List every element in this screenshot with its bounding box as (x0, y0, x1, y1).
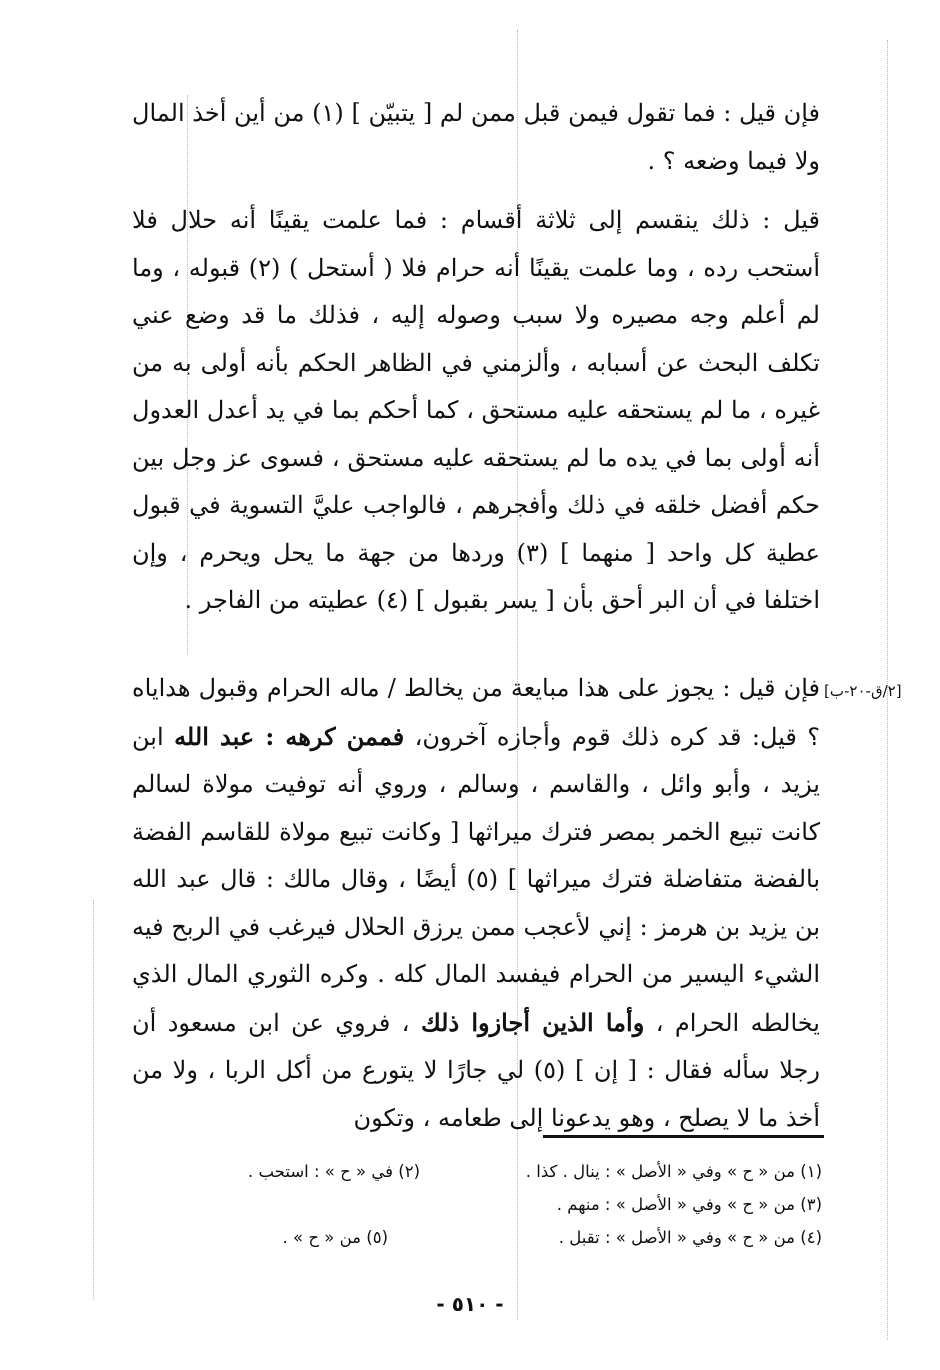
paragraph-question-2 (132, 665, 820, 1142)
paragraph-text: قيل : ذلك ينقسم إلى ثلاثة أقسام : فما علمت يقينًا أنه حلال فلا أستحب رده ، وما علمت يقينًا أنه حرام فلا ( أستحل ) (٢) قبوله ، وما لم أعلم وجه مصيره ولا سبب وصوله إليه ، فذلك ما قد وضع عني تكلف البحث عن أسبابه ، وألزمني في الظاهر الحكم بأنه أولى به من غيره ، ما لم يستحقه عليه مستحق ، كما أحكم بما في يد أعدل العدول أنه أولى بما في يده ما لم يستحقه عليه مستحق ، فسوى عز وجل بين حكم أفضل خلقه في ذلك وأفجرهم ، فالواجب عليَّ التسوية في قبول عطية كل واحد [ منهما ] (٣) وردها من جهة ما يحل ويحرم ، وإن اختلفا في أن البر أحق بأن [ يسر بقبول ] (٤) عطيته من الفاجر . (132, 206, 820, 614)
paragraph-text-segment: ابن يزيد ، وأبو وائل ، والقاسم ، وسالم ، وروي أنه توفيت مولاة لسالم كانت تبيع الخمر بمصر فترك ميراثها [ وكانت تبيع مولاة للقاسم الفضة بالفضة متفاضلة فترك ميراثها ] (٥) أيضًا ، وقال مالك : قال عبد الله بن يزيد بن هرمز : إني لأعجب ممن يرزق الحلال فيرغب في الربح فيه الشيء اليسير من الحرام فيفسد المال كله . وكره الثوري المال الذي يخالطه الحرام ، (132, 722, 820, 1037)
bold-phrase: وأما الذين أجازوا ذلك (420, 1007, 645, 1037)
paragraph-question-1 (132, 90, 820, 185)
footnote-2: (٢) في « ح » : استحب . (248, 1162, 420, 1181)
footnote-5: (٥) من « ح » . (282, 1228, 388, 1247)
bold-phrase: فممن كرهه : عبد الله (174, 721, 405, 751)
footnote-divider (543, 1135, 824, 1138)
page-number: - ٥١٠ - (436, 1292, 504, 1316)
paragraph-text (132, 665, 820, 1142)
paragraph-text-segment: فإن قيل : يجوز على هذا مبايعة من يخالط / ماله الحرام وقبول هداياه ؟ قيل: قد كره ذلك قوم وأجازه آخرون، (132, 674, 821, 751)
footnote-3: (٣) من « ح » وفي « الأصل » : منهم . (556, 1195, 822, 1214)
paragraph-text-segment: ، فروي عن ابن مسعود أن رجلا سأله فقال : [ إن ] (٥) لي جارًا لا يتورع من أكل الربا ، ولا من أخذ ما لا يصلح ، وهو يدعونا إلى طعامه ، وتكون (132, 1008, 820, 1132)
footnote-1: (١) من « ح » وفي « الأصل » : ينال . كذا . (525, 1162, 822, 1181)
scan-artifact-line (93, 900, 94, 1300)
footnote-4: (٤) من « ح » وفي « الأصل » : تقبل . (558, 1228, 822, 1247)
manuscript-folio-note: [٢/ق-٢٠-ب] (824, 682, 902, 700)
paragraph-answer-1 (132, 197, 820, 625)
paragraph-text: فإن قيل : فما تقول فيمن قبل ممن لم [ يتبيّن ] (١) من أين أخذ المال ولا فيما وضعه ؟ . (132, 99, 820, 175)
